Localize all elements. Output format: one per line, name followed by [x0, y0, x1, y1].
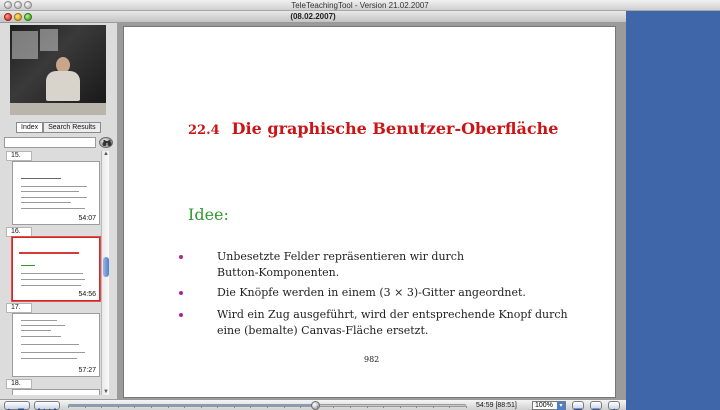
scrollbar-thumb[interactable]: [103, 257, 109, 277]
timeline-tick: [317, 406, 318, 408]
search-input[interactable]: [4, 137, 96, 148]
timeline-tick: [134, 406, 135, 408]
tab-search-results[interactable]: Search Results: [43, 122, 100, 133]
timeline-tick: [168, 406, 169, 408]
section-number: 22.4: [188, 123, 220, 138]
timeline-tick: [284, 406, 285, 408]
thumbnail-view-icon[interactable]: [572, 401, 584, 410]
timeline-tick: [449, 406, 450, 408]
timeline-tick: [400, 406, 401, 408]
thumbnail-text-line: [21, 285, 81, 286]
timeline-tick: [333, 406, 334, 408]
tab-index[interactable]: Index: [16, 122, 43, 133]
timeline-tick: [350, 406, 351, 408]
play-pause-button[interactable]: [4, 401, 30, 410]
slide-bullet: [217, 249, 597, 281]
thumbnail-text-line: [21, 336, 61, 337]
timeline-tick: [234, 406, 235, 408]
slide-number: 16.: [6, 227, 32, 237]
zoom-value: 100%: [535, 402, 553, 409]
scroll-up-arrow-icon[interactable]: ▲: [103, 151, 109, 157]
timeline-tick: [367, 406, 368, 408]
timeline-tick: [466, 406, 467, 408]
thumbnail-heading: [19, 252, 79, 254]
thumbnail-text-line: [21, 358, 77, 359]
list-item-slide-18[interactable]: [6, 379, 110, 389]
timeline-tick: [300, 406, 301, 408]
speaker-icon[interactable]: [608, 401, 620, 410]
timeline-tick: [118, 406, 119, 408]
slide-time: 57:27: [78, 367, 96, 374]
binoculars-icon[interactable]: [99, 137, 113, 148]
scroll-down-arrow-icon[interactable]: ▼: [103, 389, 109, 395]
slide-time: 54:07: [78, 215, 96, 222]
thumbnail-text-line: [21, 279, 85, 280]
inner-title-bar: [0, 11, 626, 23]
slide-viewer: [117, 23, 626, 399]
timeline-tick: [68, 406, 69, 408]
list-item-slide-17[interactable]: [6, 303, 110, 374]
slide-thumbnail-selected[interactable]: [12, 237, 100, 301]
slide-bullet: [217, 307, 597, 339]
outer-title-bar: [0, 0, 720, 11]
timeline-tick: [383, 406, 384, 408]
thumbnail-text-line: [21, 202, 71, 203]
thumbnail-text-line: [21, 208, 85, 209]
thumbnail-scrollbar[interactable]: [101, 151, 109, 395]
app-title: TeleTeachingTool - Version 21.02.2007: [291, 1, 429, 10]
slide-number: 18.: [6, 379, 32, 389]
presentation-window: [0, 11, 626, 410]
timeline-tick: [85, 406, 86, 408]
timeline-tick: [217, 406, 218, 408]
thumbnail-text-line: [21, 330, 51, 331]
bullet-line: Die Knöpfe werden in einem (3 × 3)-Gitter angeordnet.: [217, 286, 526, 299]
video-window-light: [40, 29, 58, 51]
sidebar: [0, 23, 117, 399]
slide-subheading: Idee:: [188, 205, 229, 224]
thumbnail-text-line: [21, 273, 83, 274]
bullet-icon: [179, 291, 183, 295]
video-window-light: [12, 31, 38, 59]
timeline-tick: [151, 406, 152, 408]
thumbnail-text-line: [21, 178, 61, 179]
current-slide[interactable]: [123, 26, 616, 398]
fullscreen-icon[interactable]: [590, 401, 602, 410]
bullet-line: Button-Komponenten.: [217, 266, 340, 279]
thumbnail-text-line: [21, 344, 79, 345]
thumbnail-text-line: [21, 197, 87, 198]
bullet-line: eine (bemalte) Canvas-Fläche ersetzt.: [217, 324, 429, 337]
lecturer-video: [10, 25, 106, 115]
timeline-tick: [201, 406, 202, 408]
bullet-line: Unbesetzte Felder repräsentieren wir durch: [217, 250, 465, 263]
thumbnail-text-line: [21, 265, 35, 266]
slide-thumbnail[interactable]: [12, 161, 100, 225]
slide-bullet: [217, 285, 597, 301]
bullet-icon: [179, 255, 183, 259]
timeline-progress: [69, 405, 316, 406]
thumbnail-text-line: [21, 191, 79, 192]
thumbnail-text-line: [21, 186, 87, 187]
section-title: Die graphische Benutzer-Oberfläche: [231, 119, 559, 138]
slide-page-number: 982: [364, 355, 380, 364]
previous-next-button[interactable]: [34, 401, 60, 410]
bullet-line: Wird ein Zug ausgeführt, wird der entsprechende Knopf durch: [217, 308, 568, 321]
time-readout: 54:59 [88:51]: [476, 402, 517, 409]
slide-thumbnail-list: [4, 149, 110, 395]
slide-time: 54:56: [78, 291, 96, 298]
sidebar-tabs: [16, 122, 101, 133]
list-item-slide-16[interactable]: [6, 227, 110, 298]
thumbnail-text-line: [21, 320, 57, 321]
thumbnail-text-line: [21, 352, 85, 353]
timeline-tick: [184, 406, 185, 408]
slide-number: 15.: [6, 151, 32, 161]
window-title: (08.02.2007): [290, 12, 336, 21]
playback-controls: [0, 399, 626, 410]
slide-number: 17.: [6, 303, 32, 313]
timeline-tick: [416, 406, 417, 408]
search-row: [4, 137, 114, 148]
thumbnail-text-line: [21, 325, 65, 326]
timeline-handle[interactable]: [311, 401, 320, 410]
chevron-down-icon[interactable]: ▾: [557, 402, 565, 410]
slide-thumbnail[interactable]: [12, 389, 100, 395]
list-item-slide-15[interactable]: [6, 151, 110, 222]
timeline-tick: [101, 406, 102, 408]
timeline-tick: [250, 406, 251, 408]
slide-heading: [188, 119, 558, 138]
timeline-tick: [433, 406, 434, 408]
zoom-select[interactable]: [532, 401, 566, 410]
lecturer-body: [46, 71, 80, 101]
bullet-icon: [179, 313, 183, 317]
slide-thumbnail[interactable]: [12, 313, 100, 377]
timeline-tick: [267, 406, 268, 408]
video-desk: [10, 103, 106, 115]
